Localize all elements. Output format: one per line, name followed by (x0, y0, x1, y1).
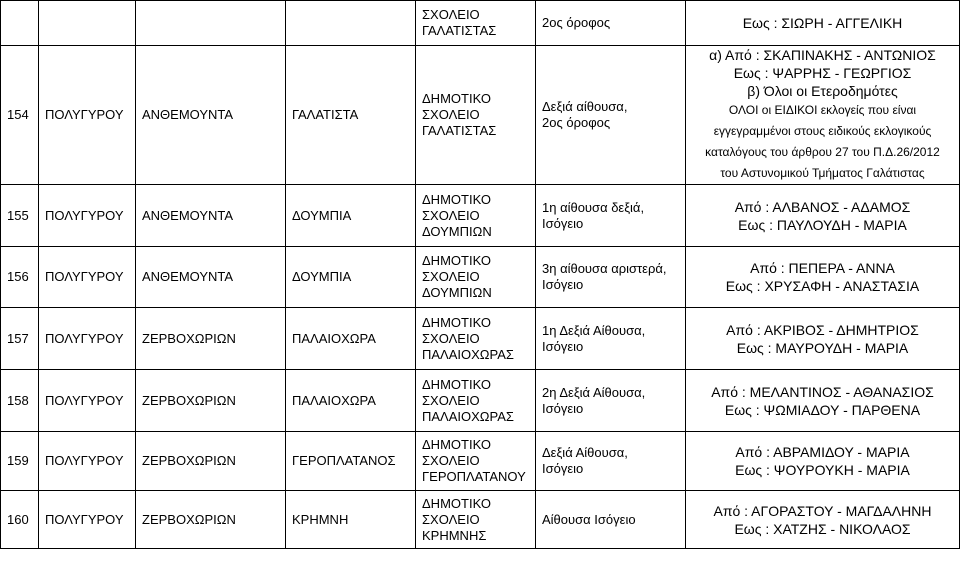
municipal-unit-cell: ΓΕΡΟΠΛΑΤΑΝΟΣ (286, 432, 416, 491)
cell-line: Εως : ΨΩΜΙΑΔΟΥ - ΠΑΡΘΕΝΑ (724, 401, 921, 418)
cell-line: καταλόγους του άρθρου 27 του Π.Δ.26/2012 (705, 145, 940, 159)
cell-line: ΠΑΛΑΙΟΧΩΡΑΣ (422, 408, 514, 424)
cell-line: ΣΧΟΛΕΙΟ (422, 330, 480, 346)
municipal-unit-cell: ΚΡΗΜΝΗ (286, 491, 416, 549)
municipal-unit-cell: ΔΟΥΜΠΙΑ (286, 185, 416, 247)
station-number: 157 (1, 308, 39, 370)
cell-line: Εως : ΠΑΥΛΟΥΔΗ - ΜΑΡΙΑ (738, 216, 907, 233)
voter-range-cell (686, 432, 960, 491)
cell-line: ΣΧΟΛΕΙΟ (422, 7, 480, 22)
cell-line: του Αστυνομικού Τμήματος Γαλάτιστας (720, 166, 925, 180)
cell-line: Εως : ΜΑΥΡΟΥΔΗ - ΜΑΡΙΑ (736, 339, 909, 356)
room-cell (536, 185, 686, 247)
cell-line: Από : ΑΛΒΑΝΟΣ - ΑΔΑΜΟΣ (734, 198, 911, 215)
voter-range-cell (686, 308, 960, 370)
municipality-cell: ΖΕΡΒΟΧΩΡΙΩΝ (136, 370, 286, 432)
municipal-unit-cell: ΠΑΛΑΙΟΧΩΡΑ (286, 370, 416, 432)
room-cell (536, 1, 686, 46)
cell-line: Από : ΠΕΠΕΡΑ - ΑΝΝΑ (750, 260, 895, 276)
cell-line: ΣΧΟΛΕΙΟ (422, 453, 480, 468)
cell-line: ΓΑΛΑΤΙΣΤΑΣ (422, 123, 497, 138)
prefecture-cell: ΠΟΛΥΓΥΡΟΥ (39, 370, 136, 432)
cell-line: ΣΧΟΛΕΙΟ (422, 511, 480, 527)
municipality-cell: ΖΕΡΒΟΧΩΡΙΩΝ (136, 308, 286, 370)
station-number (1, 1, 39, 46)
station-number: 159 (1, 432, 39, 491)
table-row (1, 1, 960, 46)
room-cell (536, 247, 686, 308)
room-cell (536, 370, 686, 432)
table-row (1, 185, 960, 247)
voter-range-cell (686, 491, 960, 549)
cell-line: εγγεγραμμένοι στους ειδικούς εκλογικούς (713, 124, 932, 138)
cell-line: ΟΛΟΙ οι ΕΙΔΙΚΟΙ εκλογείς που είναι (728, 103, 917, 117)
cell-line: Από : ΑΒΡΑΜΙΔΟΥ - ΜΑΡΙΑ (735, 444, 910, 460)
cell-line: α) Από : ΣΚΑΠΙΝΑΚΗΣ - ΑΝΤΩΝΙΟΣ (709, 47, 936, 63)
municipal-unit-cell: ΠΑΛΑΙΟΧΩΡΑ (286, 308, 416, 370)
cell-line: ΣΧΟΛΕΙΟ (422, 207, 480, 223)
prefecture-cell: ΠΟΛΥΓΥΡΟΥ (39, 185, 136, 247)
prefecture-cell: ΠΟΛΥΓΥΡΟΥ (39, 247, 136, 308)
table-row (1, 46, 960, 185)
station-number: 158 (1, 370, 39, 432)
municipal-unit-cell (286, 1, 416, 46)
table-row (1, 308, 960, 370)
table-row (1, 491, 960, 549)
station-number: 156 (1, 247, 39, 308)
cell-line: Ισόγειο (542, 338, 584, 354)
cell-line: ΔΟΥΜΠΙΩΝ (422, 223, 492, 239)
school-cell (416, 308, 536, 370)
municipality-cell: ΑΝΘΕΜΟΥΝΤΑ (136, 247, 286, 308)
station-number: 160 (1, 491, 39, 549)
room-cell (536, 432, 686, 491)
room-cell (536, 46, 686, 185)
school-cell (416, 46, 536, 185)
cell-line: ΣΧΟΛΕΙΟ (422, 269, 480, 284)
prefecture-cell: ΠΟΛΥΓΥΡΟΥ (39, 491, 136, 549)
cell-line: ΔΗΜΟΤΙΚΟ (422, 437, 491, 452)
station-number: 154 (1, 46, 39, 185)
table-body (1, 1, 960, 549)
prefecture-cell (39, 1, 136, 46)
cell-line: 2η Δεξιά Αίθουσα, (542, 384, 646, 400)
station-number: 155 (1, 185, 39, 247)
municipality-cell: ΑΝΘΕΜΟΥΝΤΑ (136, 185, 286, 247)
prefecture-cell: ΠΟΛΥΓΥΡΟΥ (39, 308, 136, 370)
cell-line: ΔΗΜΟΤΙΚΟ (422, 253, 491, 268)
cell-line: ΔΗΜΟΤΙΚΟ (422, 495, 491, 511)
school-cell (416, 247, 536, 308)
school-cell (416, 491, 536, 549)
prefecture-cell: ΠΟΛΥΓΥΡΟΥ (39, 46, 136, 185)
prefecture-cell: ΠΟΛΥΓΥΡΟΥ (39, 432, 136, 491)
school-cell (416, 370, 536, 432)
voter-range-cell (686, 1, 960, 46)
cell-line: Εως : ΨΑΡΡΗΣ - ΓΕΩΡΓΙΟΣ (733, 65, 912, 81)
cell-line: 1η αίθουσα δεξιά, (542, 199, 645, 215)
room-cell (536, 491, 686, 549)
cell-line: ΣΧΟΛΕΙΟ (422, 107, 480, 122)
voter-range-cell (686, 247, 960, 308)
school-cell (416, 185, 536, 247)
table-row (1, 432, 960, 491)
cell-line: Εως : ΧΡΥΣΑΦΗ - ΑΝΑΣΤΑΣΙΑ (725, 278, 920, 294)
cell-line: Εως : ΣΙΩΡΗ - ΑΓΓΕΛΙΚΗ (742, 15, 903, 31)
cell-line: Ισόγειο (542, 400, 584, 416)
cell-line: ΣΧΟΛΕΙΟ (422, 392, 480, 408)
school-cell (416, 432, 536, 491)
voter-range-cell (686, 370, 960, 432)
municipality-cell: ΑΝΘΕΜΟΥΝΤΑ (136, 46, 286, 185)
cell-line: Ισόγειο (542, 461, 584, 476)
cell-line: Ισόγειο (542, 277, 584, 292)
cell-line: Ισόγειο (542, 215, 584, 231)
cell-line: 2ος όροφος (542, 115, 611, 130)
cell-line: ΔΗΜΟΤΙΚΟ (422, 191, 491, 207)
municipality-cell: ΖΕΡΒΟΧΩΡΙΩΝ (136, 491, 286, 549)
cell-line: 1η Δεξιά Αίθουσα, (542, 322, 646, 338)
cell-line: ΔΗΜΟΤΙΚΟ (422, 314, 491, 330)
voter-range-cell (686, 185, 960, 247)
cell-line: ΚΡΗΜΝΗΣ (422, 527, 487, 543)
cell-line: Αίθουσα Ισόγειο (542, 511, 636, 527)
cell-line: Εως : ΧΑΤΖΗΣ - ΝΙΚΟΛΑΟΣ (734, 520, 911, 537)
cell-line: Εως : ΨΟΥΡΟΥΚΗ - ΜΑΡΙΑ (735, 462, 910, 478)
cell-line: Από : ΑΚΡΙΒΟΣ - ΔΗΜΗΤΡΙΟΣ (726, 321, 919, 338)
cell-line: ΠΑΛΑΙΟΧΩΡΑΣ (422, 346, 514, 362)
cell-line: 3η αίθουσα αριστερά, (542, 261, 667, 276)
cell-line: ΔΗΜΟΤΙΚΟ (422, 91, 491, 106)
cell-line: ΔΗΜΟΤΙΚΟ (422, 376, 491, 392)
cell-line: Δεξιά Αίθουσα, (542, 445, 628, 460)
school-cell (416, 1, 536, 46)
municipal-unit-cell: ΓΑΛΑΤΙΣΤΑ (286, 46, 416, 185)
municipality-cell: ΖΕΡΒΟΧΩΡΙΩΝ (136, 432, 286, 491)
cell-line: Δεξιά αίθουσα, (542, 99, 628, 114)
cell-line: Από : ΑΓΟΡΑΣΤΟΥ - ΜΑΓΔΑΛΗΝΗ (713, 502, 932, 519)
room-cell (536, 308, 686, 370)
municipality-cell (136, 1, 286, 46)
cell-line: ΓΑΛΑΤΙΣΤΑΣ (422, 23, 497, 38)
voter-range-cell (686, 46, 960, 185)
table-row (1, 247, 960, 308)
cell-line: β) Όλοι οι Ετεροδημότες (747, 83, 898, 99)
cell-line: ΓΕΡΟΠΛΑΤΑΝΟΥ (422, 469, 526, 484)
cell-line: Από : ΜΕΛΑΝΤΙΝΟΣ - ΑΘΑΝΑΣΙΟΣ (711, 383, 934, 400)
cell-line: 2ος όροφος (542, 15, 611, 30)
cell-line: ΔΟΥΜΠΙΩΝ (422, 285, 492, 300)
municipal-unit-cell: ΔΟΥΜΠΙΑ (286, 247, 416, 308)
table-row (1, 370, 960, 432)
